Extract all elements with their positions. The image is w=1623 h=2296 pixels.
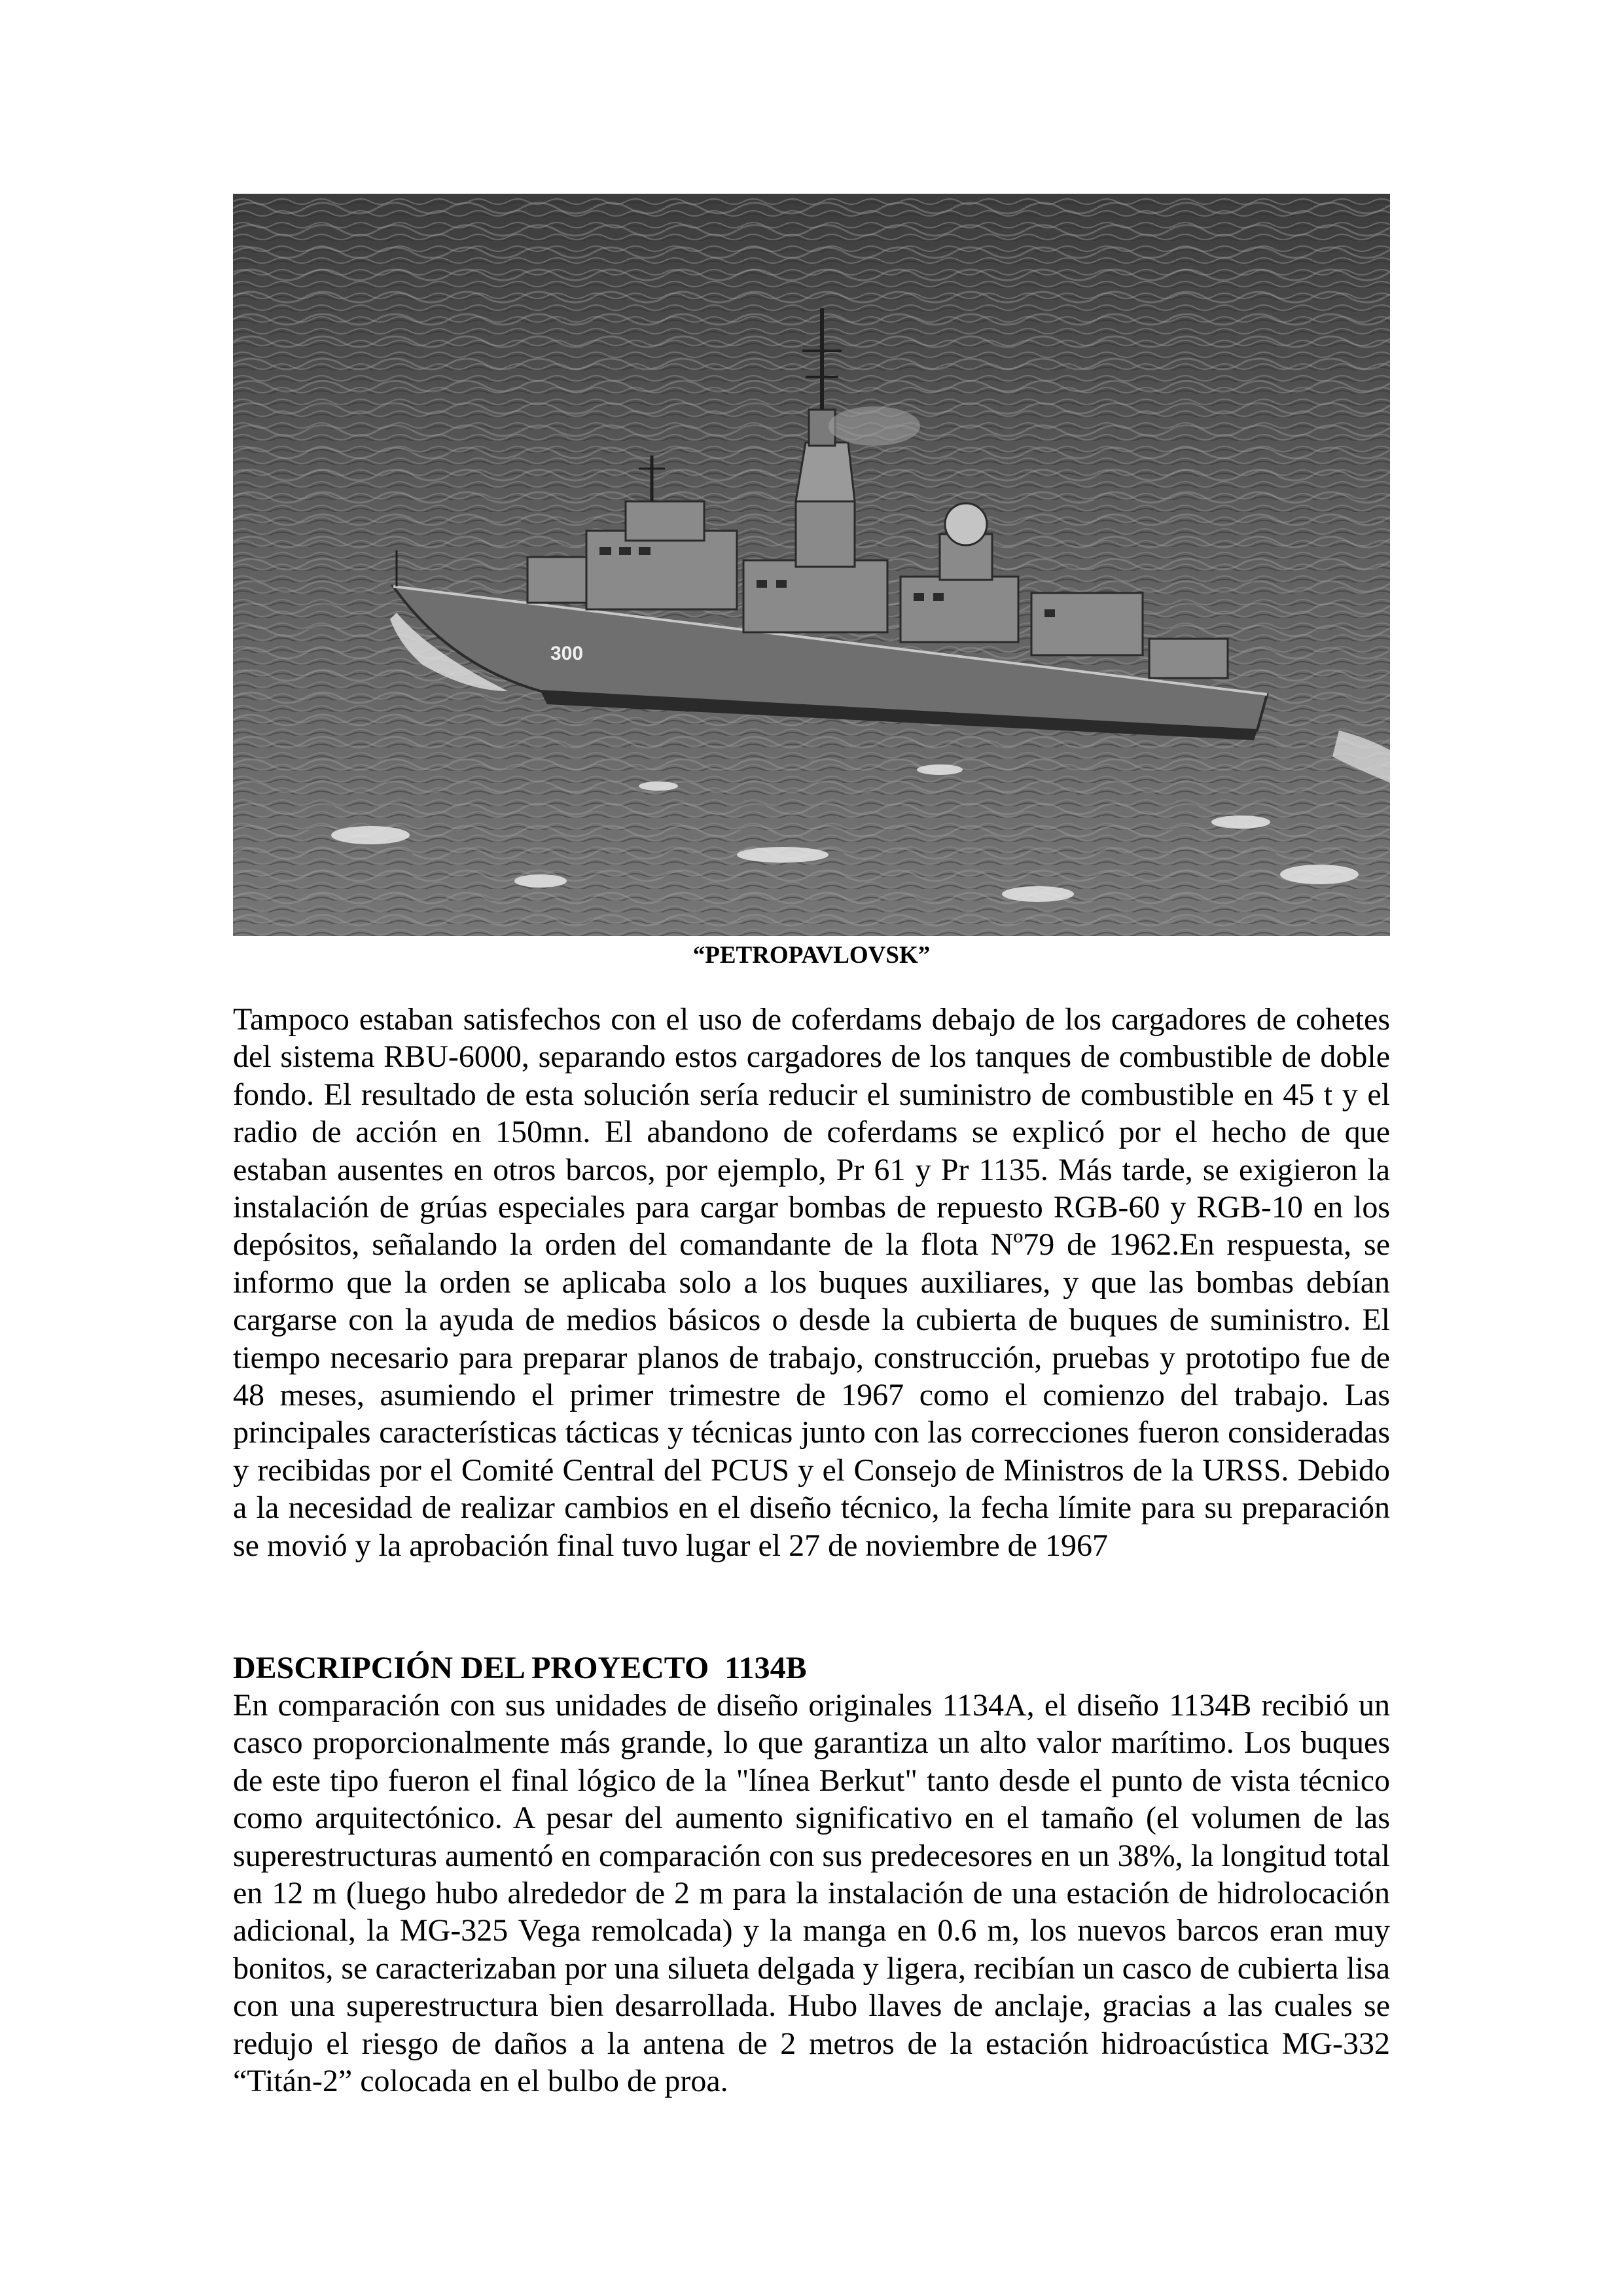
pennant-number: 300 [550,643,584,664]
figure-caption: “PETROPAVLOVSK” [692,942,931,969]
ship-photo [233,194,1390,936]
section-heading: DESCRIPCIÓN DEL PROYECTO 1134B [233,1651,807,1685]
paragraph-1: Tampoco estaban satisfechos con el uso de coferdams debajo de los cargadores de cohetes del sistema RBU-6000, separando estos cargadores de los tanques de combustible de doble fondo. El resultado de esta solución sería reducir el suministro de combustible en 45 t y el radio de acción en 150mn. El abandono de coferdams se explicó por el hecho de que estaban ausentes en otros barcos, por ejemplo, Pr 61 y Pr 1135. Más tarde, se exigieron la instalación de grúas especiales para cargar bombas de repuesto RGB-60 y RGB-10 en los depósitos, señalando la orden del comandante de la flota Nº79 de 1962.En respuesta, se informo que la orden se aplicaba solo a los buques auxiliares, y que las bombas debían cargarse con la ayuda de medios básicos o desde la cubierta de buques de suministro. El tiempo necesario para preparar planos de trabajo, construcción, pruebas y prototipo fue de 48 meses, asumiendo el primer trimestre de 1967 como el comienzo del trabajo. Las principales características tácticas y técnicas junto con las correcciones fueron consideradas y recibidas por el Comité Central del PCUS y el Consejo de Ministros de la URSS. Debido a la necesidad de realizar cambios en el diseño técnico, la fecha límite para su preparación se movió y la aprobación final tuvo lugar el 27 de noviembre de 1967 [233,1002,1390,1563]
ship-photo-drawing [233,194,1390,936]
paragraph-2: En comparación con sus unidades de diseño originales 1134A, el diseño 1134B recibió un casco proporcionalmente más grande, lo que garantiza un alto valor marítimo. Los buques de este tipo fueron el final lógico de la "línea Berkut" tanto desde el punto de vista técnico como arquitectónico. A pesar del aumento significativo en el tamaño (el volumen de las superestructuras aumentó en comparación con sus predecesores en un 38%, la longitud total en 12 m (luego hubo alrededor de 2 m para la instalación de una estación de hidrolocación adicional, la MG-325 Vega remolcada) y la manga en 0.6 m, los nuevos barcos eran muy bonitos, se caracterizaban por una silueta delgada y ligera, recibían un casco de cubierta lisa con una superestructura bien desarrollada. Hubo llaves de anclaje, gracias a las cuales se redujo el riesgo de daños a la antena de 2 metros de la estación hidroacústica MG-332 “Titán-2” colocada en el bulbo de proa. [233,1688,1390,2099]
